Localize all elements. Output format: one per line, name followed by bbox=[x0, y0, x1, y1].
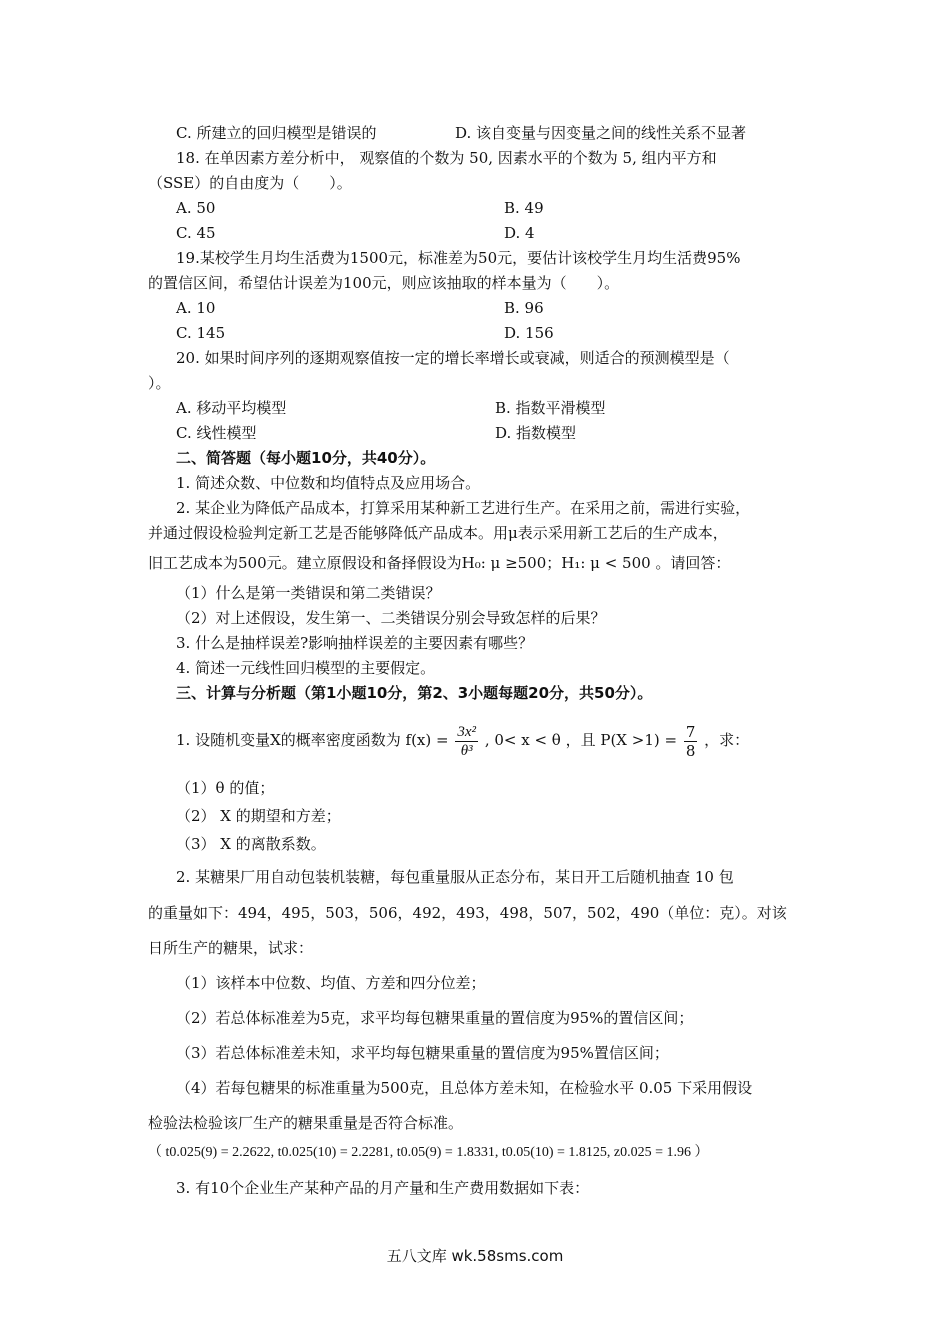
short-answer-2-part1: （1）什么是第一类错误和第二类错误？ bbox=[176, 584, 441, 602]
q19-stem-line2: 的置信区间，希望估计误差为100元，则应该抽取的样本量为（ ）。 bbox=[148, 274, 620, 292]
q19-option-d: D. 156 bbox=[504, 324, 554, 342]
calc-2-part5: 检验法检验该厂生产的糖果重量是否符合标准。 bbox=[148, 1114, 464, 1132]
calc-1-middle: , 0< x < θ ，且 P(X >1) = bbox=[484, 731, 678, 749]
density-numerator: 3x² bbox=[457, 723, 477, 740]
calc-2-part2: （2）若总体标准差为5克，求平均每包糖果重量的置信度为95%的置信区间； bbox=[176, 1009, 694, 1027]
calc-2-line1: 2. 某糖果厂用自动包装机装糖，每包重量服从正态分布，某日开工后随机抽查 10 包 bbox=[176, 868, 734, 886]
q18-option-d: D. 4 bbox=[504, 224, 535, 242]
probability-denominator: 8 bbox=[685, 741, 696, 760]
calc-1-part1: （1）θ 的值； bbox=[176, 779, 275, 797]
q20-stem-line1: 20. 如果时间序列的逐期观察值按一定的增长率增长或衰减，则适合的预测模型是（ bbox=[176, 349, 730, 367]
calc-1-stem bbox=[176, 722, 749, 760]
footer-watermark: 五八文库 wk.58sms.com bbox=[386, 1247, 564, 1265]
q19-stem-line1: 19.某校学生月均生活费为1500元，标准差为50元，要估计该校学生月均生活费95% bbox=[176, 249, 741, 267]
q19-option-a: A. 10 bbox=[176, 299, 216, 317]
calc-3-stem: 3. 有10个企业生产某种产品的月产量和生产费用数据如下表： bbox=[176, 1179, 590, 1197]
q20-option-c: C. 线性模型 bbox=[176, 424, 257, 442]
q19-option-c: C. 145 bbox=[176, 324, 226, 342]
short-answer-3: 3. 什么是抽样误差?影响抽样误差的主要因素有哪些？ bbox=[176, 634, 534, 652]
critical-values-reference: （ t0.025(9) = 2.2622, t0.025(10) = 2.2281, t0.05(9) = 1.8331, t0.05(10) = 1.8125, z0.025 = 1.96 ） bbox=[148, 1145, 709, 1160]
calc-1-part3: （3） X 的离散系数。 bbox=[176, 835, 326, 853]
q18-stem-line1: 18. 在单因素方差分析中， 观察值的个数为 50, 因素水平的个数为 5, 组内平方和 bbox=[176, 149, 717, 167]
calc-1-suffix: ，求： bbox=[704, 731, 750, 749]
calc-2-line2: 的重量如下：494，495，503，506，492，493，498，507，502，490（单位：克）。对该 bbox=[148, 904, 787, 922]
q17-option-d: D. 该自变量与因变量之间的线性关系不显著 bbox=[455, 124, 747, 142]
short-answer-2-line3: 旧工艺成本为500元。建立原假设和备择假设为H₀: μ ≥500；H₁: μ < 500 。请回答： bbox=[148, 554, 731, 572]
calc-2-part1: （1）该样本中位数、均值、方差和四分位差； bbox=[176, 974, 486, 992]
q20-option-b: B. 指数平滑模型 bbox=[495, 399, 606, 417]
calc-1-prefix: 1. 设随机变量X的概率密度函数为 f(x) = bbox=[176, 731, 449, 749]
density-fraction bbox=[455, 723, 478, 760]
probability-fraction bbox=[684, 723, 698, 760]
section2-title: 二、简答题（每小题10分，共40分）。 bbox=[176, 449, 436, 467]
density-denominator: θ³ bbox=[460, 742, 473, 759]
q19-option-b: B. 96 bbox=[504, 299, 544, 317]
q20-option-d: D. 指数模型 bbox=[495, 424, 577, 442]
section3-title: 三、计算与分析题（第1小题10分，第2、3小题每题20分，共50分）。 bbox=[176, 684, 653, 702]
short-answer-4: 4. 简述一元线性回归模型的主要假定。 bbox=[176, 659, 436, 677]
calc-1-part2: （2） X 的期望和方差； bbox=[176, 807, 341, 825]
q20-stem-line2: ）。 bbox=[148, 374, 171, 392]
short-answer-2-line2: 并通过假设检验判定新工艺是否能够降低产品成本。用μ表示采用新工艺后的生产成本， bbox=[148, 524, 728, 542]
short-answer-2-line1: 2. 某企业为降低产品成本，打算采用某种新工艺进行生产。在采用之前，需进行实验， bbox=[176, 499, 751, 517]
calc-2-part4: （4）若每包糖果的标准重量为500克，且总体方差未知，在检验水平 0.05 下采用假设 bbox=[176, 1079, 753, 1097]
q18-option-b: B. 49 bbox=[504, 199, 544, 217]
probability-numerator: 7 bbox=[685, 722, 696, 741]
q18-option-a: A. 50 bbox=[176, 199, 216, 217]
q17-option-c: C. 所建立的回归模型是错误的 bbox=[176, 124, 377, 142]
short-answer-2-part2: （2）对上述假设，发生第一、二类错误分别会导致怎样的后果？ bbox=[176, 609, 606, 627]
q20-option-a: A. 移动平均模型 bbox=[176, 399, 287, 417]
calc-2-line3: 日所生产的糖果，试求： bbox=[148, 939, 314, 957]
short-answer-1: 1. 简述众数、中位数和均值特点及应用场合。 bbox=[176, 474, 481, 492]
q18-option-c: C. 45 bbox=[176, 224, 216, 242]
calc-2-part3: （3）若总体标准差未知，求平均每包糖果重量的置信度为95%置信区间； bbox=[176, 1044, 669, 1062]
q18-stem-line2: （SSE）的自由度为（ ）。 bbox=[148, 174, 352, 192]
